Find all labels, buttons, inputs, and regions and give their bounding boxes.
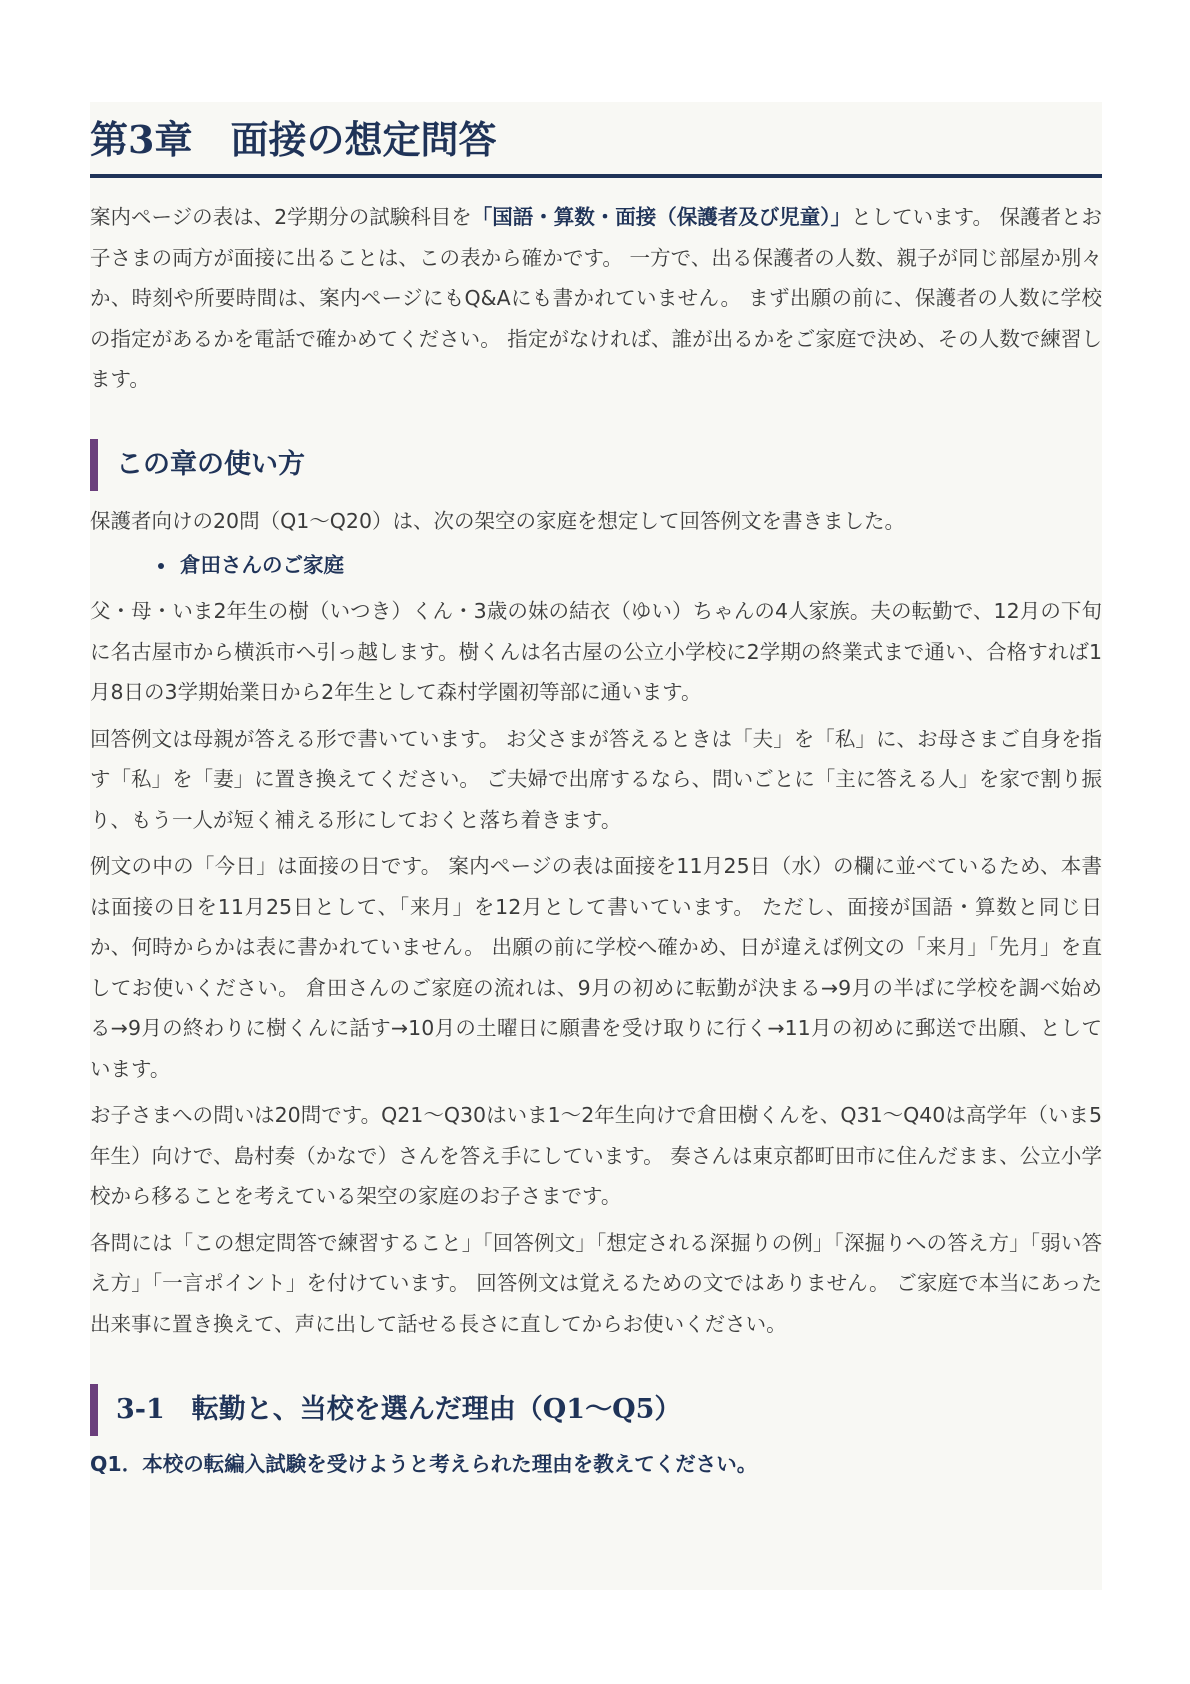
intro-paragraph xyxy=(90,197,1102,400)
usage-paragraph: 回答例文は母親が答える形で書いています。 お父さまが答えるときは「夫」を「私」に、お母さまご自身を指す「私」を「妻」に置き換えてください。 ご夫婦で出席するなら、問いごとに「主に答える人」を家で割り振り、もう一人が短く補える形にしておくと落ち着きます。 xyxy=(90,726,1102,832)
section-heading-3-1: 3-1 転勤と、当校を選んだ理由（Q1〜Q5） xyxy=(90,1384,1102,1436)
section-heading-usage: この章の使い方 xyxy=(90,439,1102,491)
family-bullet xyxy=(90,545,1102,585)
usage-paragraph: お子さまへの問いは20問です。Q21〜Q30はいま1〜2年生向けで倉田樹くんを、Q31〜Q40は高学年（いま5年生）向けで、島村奏（かなで）さんを答え手にしています。 奏さんは東京都町田市に住んだまま、公立小学校から移ることを考えている架空の家庭のお子さまです。 xyxy=(90,1103,1102,1208)
question-q1: Q1．本校の転編入試験を受けようと考えられた理由を教えてください。 xyxy=(90,1452,758,1476)
usage-paragraph: 例文の中の「今日」は面接の日です。 案内ページの表は面接を11月25日（水）の欄に並べているため、本書は面接の日を11月25日として、「来月」を12月として書いています。 ただし、面接が国語・算数と同じ日か、何時からかは表に書かれていません。 出願の前に学校へ確かめ、日が違えば例文の「来月」「先月」を直してお使いください。 倉田さんのご家庭の流れは、9月の初めに転勤が決まる→9月の半ばに学校を調べ始める→9月の終わりに樹くんに話す→10月の土曜日に願書を受け取りに行く→11月の初めに郵送で出願、としています。 xyxy=(90,854,1102,1081)
document-content xyxy=(90,102,1102,1484)
family-bullet-label: 倉田さんのご家庭 xyxy=(180,553,344,577)
usage-paragraph: 父・母・いま2年生の樹（いつき）くん・3歳の妹の結衣（ゆい）ちゃんの4人家族。夫の転勤で、12月の下旬に名古屋市から横浜市へ引っ越します。樹くんは名古屋の公立小学校に2学期の終業式まで通い、合格すれば1月8日の3学期始業日から2年生として森村学園初等部に通います。 xyxy=(90,599,1102,704)
intro-after: としています。 保護者とお子さまの両方が面接に出ることは、この表から確かです。 一方で、出る保護者の人数、親子が同じ部屋か別々か、時刻や所要時間は、案内ページにもQ&Aにも書かれていません。 まず出願の前に、保護者の人数に学校の指定があるかを電話で確かめてください。 指定がなければ、誰が出るかをご家庭で決め、その人数で練習します。 xyxy=(90,205,1102,391)
intro-highlight: 「国語・算数・面接（保護者及び児童）」 xyxy=(471,205,852,229)
document-page xyxy=(90,102,1102,1590)
usage-lead: 保護者向けの20問（Q1〜Q20）は、次の架空の家庭を想定して回答例文を書きました。 xyxy=(90,508,905,533)
intro-before: 案内ページの表は、2学期分の試験科目を xyxy=(90,205,472,229)
usage-paragraph: 各問には「この想定問答で練習すること」「回答例文」「想定される深掘りの例」「深掘りへの答え方」「弱い答え方」「一言ポイント」を付けています。 回答例文は覚えるための文ではありません。 ご家庭で本当にあった出来事に置き換えて、声に出して話せる長さに直してからお使いください。 xyxy=(90,1230,1102,1336)
chapter-title: 第3章 面接の想定問答 xyxy=(90,102,1102,178)
